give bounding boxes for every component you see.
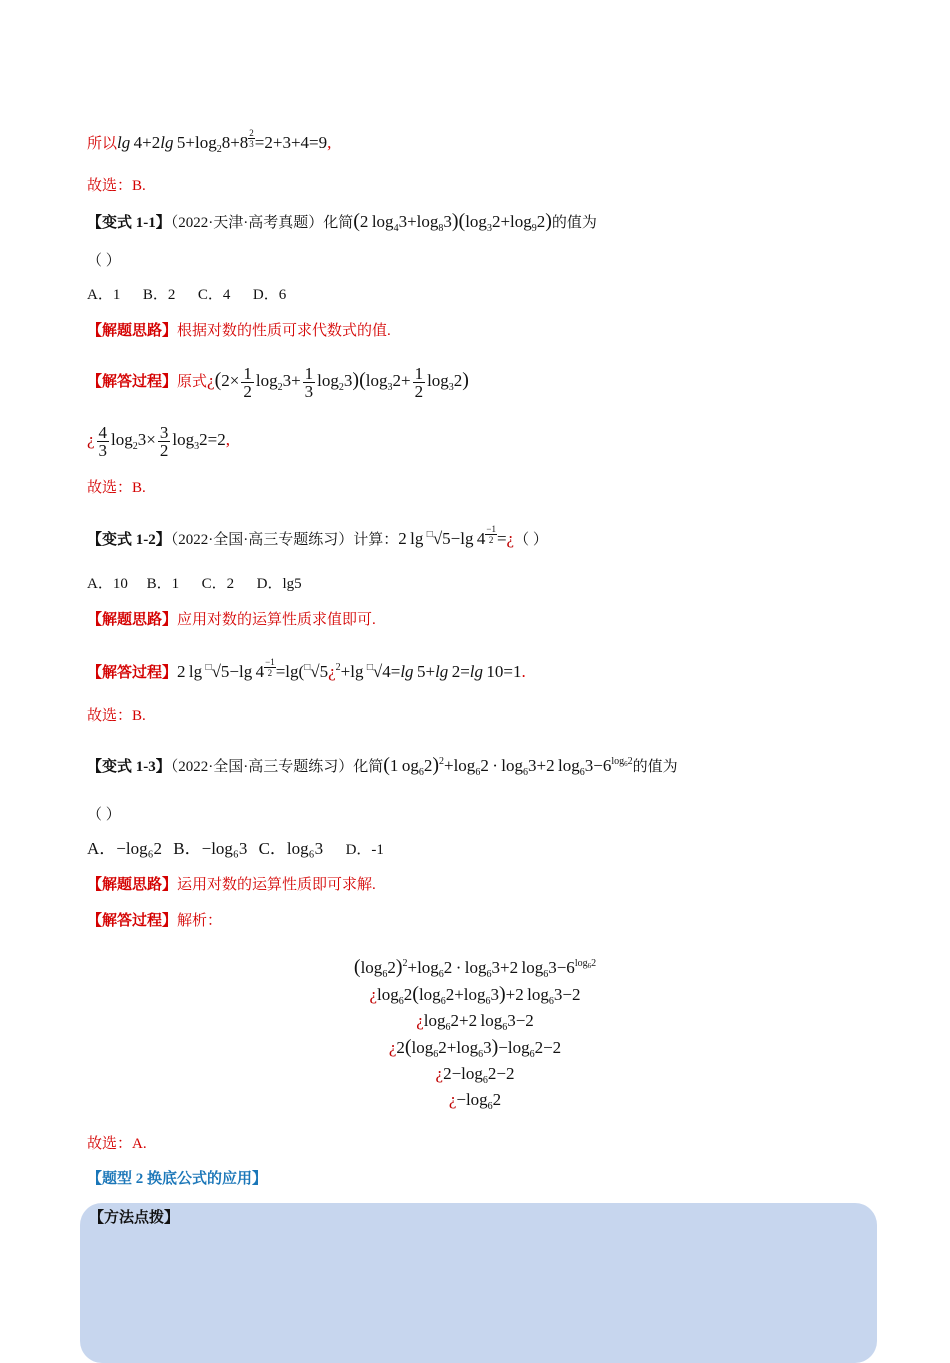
- q1-process-2: [87, 418, 230, 463]
- q1-stem: [87, 210, 597, 234]
- q2-stem: [87, 524, 548, 554]
- q2-expr: 2 lg □√5−lg 4 $\frac{-1}{2}$ =¿: [398, 524, 515, 548]
- q1-source: （2022·天津·高考真题）化简: [170, 215, 354, 231]
- q1-idea: [87, 320, 391, 342]
- q1-label: 【变式 1-1】: [87, 215, 171, 231]
- q2-idea: [87, 609, 376, 631]
- q1-expr: (2 $\log_43+\log_83)(\log_32+\log_92)$: [353, 210, 552, 234]
- q2-process-expr: 2 lg □√5−lg 4 $\frac{-1}{2}$ =lg(□√5¿$^2$+lg □√4=lg 5+lg 2=lg 10=1.: [177, 657, 526, 681]
- q2-idea-text: 应用对数的运算性质求值即可.: [177, 612, 376, 628]
- q3-stem: [87, 752, 678, 780]
- q3-derivation: [0, 954, 950, 1113]
- q2-paren: （ ）: [514, 532, 548, 548]
- method-label: 【方法点拨】: [89, 1210, 180, 1226]
- q3-expr: (1 $og_62)^2+\log_62 \cdot \log_63+2$ $\log_63-6^{log_62}$: [383, 754, 633, 778]
- q1-option-d[interactable]: D．6: [252, 287, 287, 303]
- section-title: 【题型 2 换底公式的应用】: [87, 1171, 268, 1187]
- q2-process: [87, 657, 526, 687]
- q2-options: [87, 573, 302, 595]
- q1-idea-label: 【解题思路】: [87, 323, 178, 339]
- q3-answer: 故选：A.: [87, 1136, 147, 1152]
- derivation-line-4: ¿$2(\log_62+\log_63)-\log_62-2$: [388, 1036, 562, 1060]
- q2-idea-label: 【解题思路】: [87, 612, 178, 628]
- intro-line: [87, 128, 331, 155]
- q1-process-1: [87, 358, 469, 404]
- derivation-line-2: ¿$\log_62(\log_62+\log_63)+2$ $\log_63-2$: [369, 983, 581, 1007]
- q3-idea-text: 运用对数的运算性质即可求解.: [177, 877, 376, 893]
- q2-label: 【变式 1-2】: [87, 532, 171, 548]
- q1-process-prefix: 原式: [177, 374, 208, 390]
- q1-option-c[interactable]: C．4: [197, 287, 231, 303]
- q3-option-c[interactable]: C．log₆3: [258, 839, 324, 858]
- q1-tail: 的值为: [551, 215, 597, 231]
- q2-option-c[interactable]: C．2: [201, 576, 235, 592]
- q3-idea-label: 【解题思路】: [87, 877, 178, 893]
- q3-process-text: 解析：: [177, 913, 223, 929]
- q1-option-b[interactable]: B．2: [142, 287, 176, 303]
- q3-process: [87, 910, 222, 932]
- q1-process-expr-1: ¿(2× $\frac{1}{2}$ $\log_23+$ $\frac{1}{3}$ $\log_23)(\log_32+$ $\frac{1}{2}$ $\log_32$): [207, 363, 469, 401]
- q1-paren: （ ）: [87, 253, 121, 269]
- q1-options: [87, 284, 286, 306]
- q3-option-d[interactable]: D．-1: [345, 842, 384, 858]
- intro-answer: 故选：B.: [87, 178, 146, 194]
- derivation-line-1: $(\log_62)^2+\log_62 \cdot \log_63+2$ $\log_63-6^{log_62}$: [353, 956, 597, 980]
- q3-option-a[interactable]: A．−log₆2: [87, 839, 163, 858]
- q2-option-a[interactable]: A．10: [87, 576, 128, 592]
- q3-tail: 的值为: [632, 759, 678, 775]
- q2-option-d[interactable]: D．lg5: [256, 576, 302, 592]
- q3-idea: [87, 874, 376, 896]
- q3-options: [87, 838, 384, 861]
- q3-source: （2022·全国·高三专题练习）化简: [170, 759, 384, 775]
- q3-paren: （ ）: [87, 807, 121, 823]
- method-box: [80, 1203, 877, 1363]
- q3-process-label: 【解答过程】: [87, 913, 178, 929]
- q1-answer: 故选：B.: [87, 480, 146, 496]
- q1-process-expr-2: ¿ $\frac{4}{3}$ $\log_23\times$ $\frac{3}{2}$ $\log_32=2$,: [87, 422, 230, 460]
- intro-suoyi: 所以: [87, 136, 118, 152]
- derivation-line-6: ¿$-\log_62$: [448, 1090, 502, 1112]
- q2-option-b[interactable]: B．1: [146, 576, 180, 592]
- q2-source: （2022·全国·高三专题练习）计算：: [170, 532, 399, 548]
- q1-option-a[interactable]: A．1: [87, 287, 121, 303]
- q1-idea-text: 根据对数的性质可求代数式的值.: [177, 323, 391, 339]
- derivation-line-3: ¿$\log_62+2$ $\log_63-2$: [416, 1011, 534, 1033]
- q2-process-label: 【解答过程】: [87, 665, 178, 681]
- intro-math: lg 4+2lg $5+\log_28+8$ $\frac{2}{3}$ =2+3+4=9,: [117, 128, 332, 155]
- q1-process-label: 【解答过程】: [87, 374, 178, 390]
- q3-option-b[interactable]: B．−log₆3: [173, 839, 248, 858]
- q2-answer: 故选：B.: [87, 708, 146, 724]
- q3-label: 【变式 1-3】: [87, 759, 171, 775]
- derivation-line-5: ¿$2-\log_62-2$: [435, 1064, 515, 1086]
